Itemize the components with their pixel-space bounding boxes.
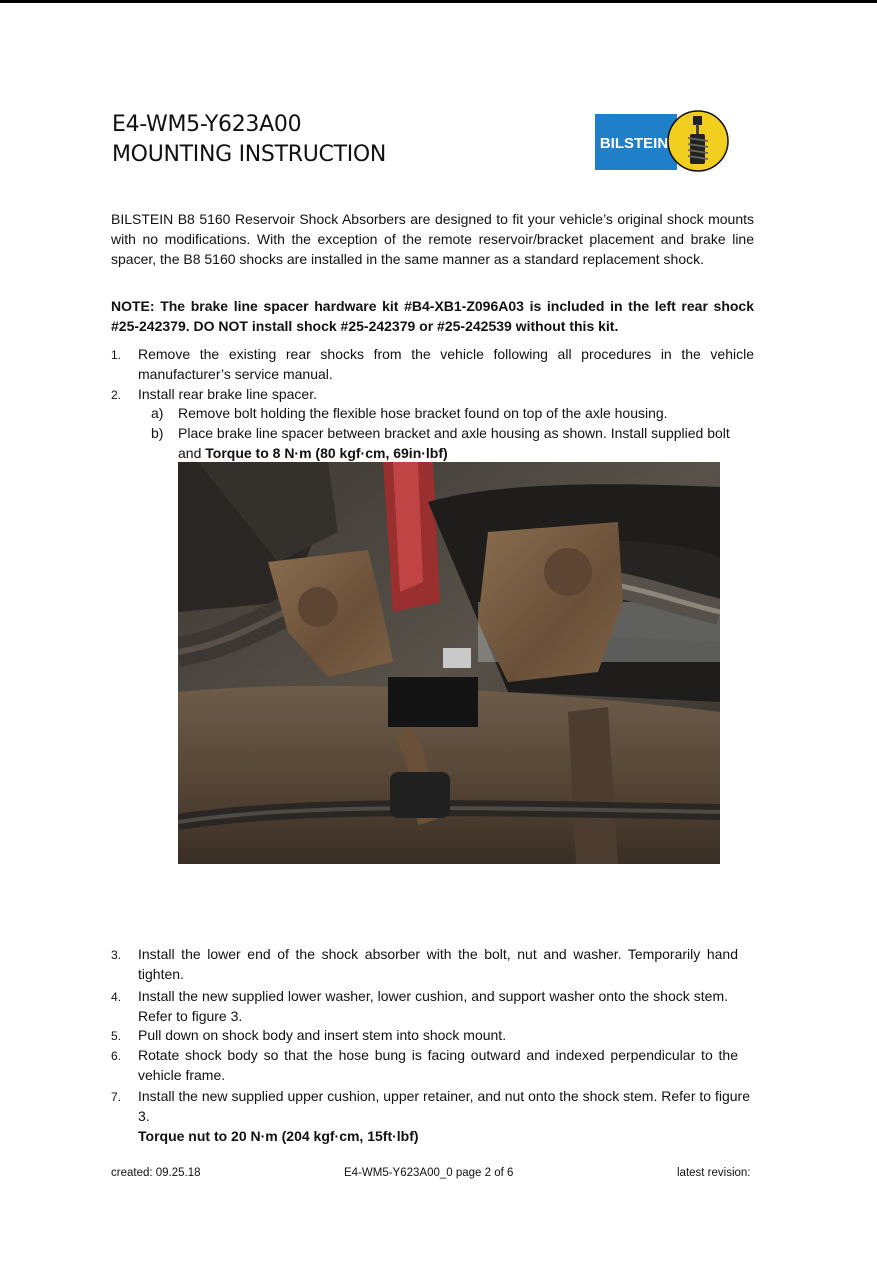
step-text: Install rear brake line spacer. bbox=[138, 386, 317, 402]
list-item bbox=[111, 986, 754, 1026]
torque-spec: Torque nut to 20 N·m (204 kgf·cm, 15ft·lbf) bbox=[138, 1128, 419, 1144]
footer-page-info: E4-WM5-Y623A00_0 page 2 of 6 bbox=[344, 1167, 514, 1179]
step-number: 4. bbox=[111, 990, 122, 1004]
list-item bbox=[111, 1025, 754, 1045]
list-item bbox=[111, 344, 754, 384]
bilstein-logo bbox=[595, 108, 731, 174]
intro-paragraph: BILSTEIN B8 5160 Reservoir Shock Absorbers are designed to fit your vehicle’s original shock mounts with no modifications. With the exception of the remote reservoir/bracket placement and brake line spacer, the B8 5160 shocks are installed in the same manner as a standard replacement shock. bbox=[111, 211, 754, 267]
step-number: 2. bbox=[111, 388, 122, 402]
brake-line-spacer-photo bbox=[178, 462, 720, 864]
list-item bbox=[111, 384, 754, 404]
doc-type: MOUNTING INSTRUCTION bbox=[112, 142, 387, 167]
step-number: 6. bbox=[111, 1049, 122, 1063]
step-text: Rotate shock body so that the hose bung is facing outward and indexed perpendicular to the vehicle frame. bbox=[138, 1047, 738, 1083]
list-item bbox=[111, 944, 754, 984]
step-number: 1. bbox=[111, 348, 122, 362]
substep-text: Remove bolt holding the flexible hose bracket found on top of the axle housing. bbox=[178, 405, 668, 421]
step-text: Install the new supplied upper cushion, upper retainer, and nut onto the shock stem. Refer to figure 3. bbox=[138, 1088, 750, 1124]
sub-list-item bbox=[151, 403, 751, 423]
step-number: 3. bbox=[111, 948, 122, 962]
step-number: 7. bbox=[111, 1090, 122, 1104]
substep-label: a) bbox=[151, 405, 164, 421]
document-title bbox=[112, 110, 386, 170]
footer-created: created: 09.25.18 bbox=[111, 1167, 201, 1179]
torque-spec: Torque to 8 N·m (80 kgf·cm, 69in·lbf) bbox=[205, 445, 448, 461]
step-number: 5. bbox=[111, 1029, 122, 1043]
step-text: Remove the existing rear shocks from the vehicle following all procedures in the vehicle manufacturer’s service manual. bbox=[138, 346, 754, 382]
step-text: Pull down on shock body and insert stem into shock mount. bbox=[138, 1027, 507, 1043]
substep-label: b) bbox=[151, 425, 164, 441]
top-border bbox=[0, 0, 877, 3]
sub-list-item bbox=[151, 423, 751, 463]
substep-text: Place brake line spacer between bracket and axle housing as shown. Install supplied bolt and bbox=[178, 425, 730, 461]
footer-revision: latest revision: bbox=[677, 1167, 751, 1179]
list-item bbox=[111, 1045, 754, 1085]
list-item bbox=[111, 1086, 754, 1146]
step-text: Install the new supplied lower washer, lower cushion, and support washer onto the shock stem. Refer to figure 3. bbox=[138, 988, 728, 1024]
step-text: Install the lower end of the shock absorber with the bolt, nut and washer. Temporarily hand tighten. bbox=[138, 946, 738, 982]
doc-code: E4-WM5-Y623A00 bbox=[112, 112, 302, 137]
logo-text: BILSTEIN bbox=[599, 135, 669, 152]
note-paragraph: NOTE: The brake line spacer hardware kit #B4-XB1-Z096A03 is included in the left rear shock #25-242379. DO NOT install shock #25-242379 or #25-242539 without this kit. bbox=[111, 298, 754, 334]
